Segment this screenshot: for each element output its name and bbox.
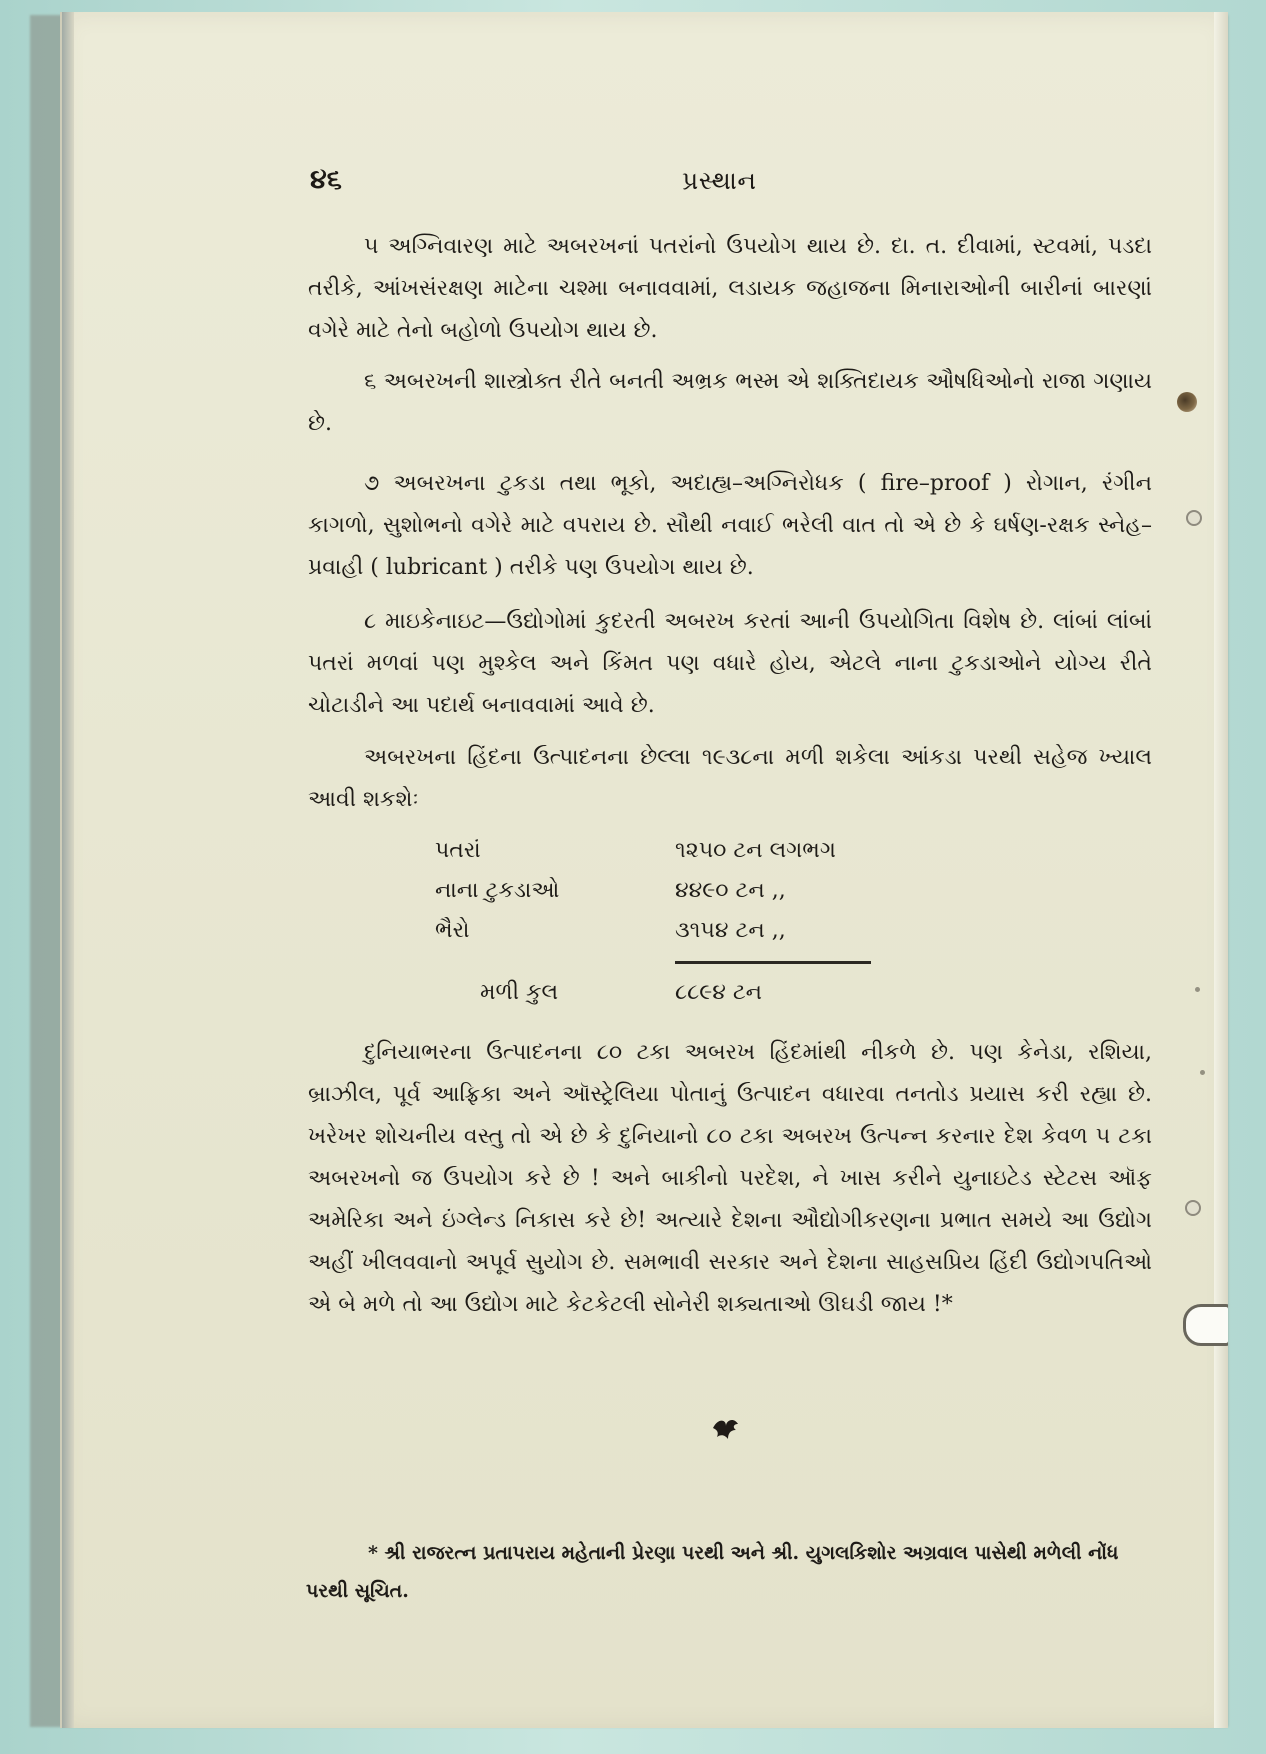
sum-rule	[675, 961, 871, 964]
production-table	[435, 838, 885, 1014]
ink-speck-2	[1200, 1070, 1205, 1075]
binding-strip	[62, 12, 74, 1728]
row-label: નાના ટુકડાઓ	[435, 878, 560, 903]
binder-clip	[1183, 1304, 1228, 1346]
ink-speck-1	[1195, 987, 1200, 992]
closing-paragraph: દુનિયાભરના ઉત્પાદનના ૮૦ ટકા અબરખ હિંદમાંથી નીકળે છે. પણ કેનેડા, રશિયા, બ્રાઝીલ, પૂર્વ આફ્રિકા અને ઑસ્ટ્રેલિયા પોતાનું ઉત્પાદન વધારવા તનતોડ પ્રયાસ કરી રહ્યા છે. ખરેખર શોચનીય વસ્તુ તો એ છે કે દુનિયાનો ૮૦ ટકા અબરખ ઉત્પન્ન કરનાર દેશ કેવળ ૫ ટકા અબરખનો જ ઉપયોગ કરે છે ! અને બાકીનો પરદેશ, ને ખાસ કરીને યુનાઇટેડ સ્ટેટસ ઑફ અમેરિકા અને ઇંગ્લેન્ડ નિકાસ કરે છે! અત્યારે દેશના ઔદ્યોગીકરણના પ્રભાત સમયે આ ઉદ્યોગ અહીં ખીલવવાનો અપૂર્વ સુયોગ છે. સમભાવી સરકાર અને દેશના સાહસપ્રિય હિંદી ઉદ્યોગપતિઓ એ બે મળે તો આ ઉદ્યોગ માટે કેટકેટલી સોનેરી શક્યતાઓ ઊઘડી જાય !*	[308, 1040, 1152, 1317]
row-label: ભૈરો	[435, 918, 470, 943]
total-label: મળી કુલ	[480, 980, 559, 1005]
table-row	[435, 878, 885, 912]
row-value: ૩૧૫૪ ટન ,,	[675, 918, 786, 943]
paragraph-6: ૬ અબરખની શાસ્ત્રોક્ત રીતે બનતી અભ્રક ભસ્મ એ શક્તિદાયક ઔષધિઓનો રાજા ગણાય છે.	[308, 369, 1152, 436]
page-title: પ્રસ્થાન	[682, 166, 757, 195]
table-row	[435, 838, 885, 872]
table-row	[435, 918, 885, 952]
row-value: ૪૪૯૦ ટન ,,	[675, 878, 786, 903]
document-page	[60, 12, 1228, 1728]
paragraph-7: ૭ અબરખના ટુકડા તથા ભૂકો, અદાહ્ય–અગ્નિરોધક ( fire–proof ) રોગાન, રંગીન કાગળો, સુશોભનો વગેરે માટે વપરાય છે. સૌથી નવાઈ ભરેલી વાત તો એ છે કે ઘર્ષણ-રક્ષક સ્નેહ–પ્રવાહી ( lubricant ) તરીકે પણ ઉપયોગ થાય છે.	[308, 471, 1152, 580]
production-intro: અબરખના હિંદના ઉત્પાદનના છેલ્લા ૧૯૩૮ના મળી શકેલા આંકડા પરથી સહેજ ખ્યાલ આવી શકશેઃ	[308, 745, 1152, 812]
page-right-edge	[1214, 12, 1228, 1728]
total-value: ૮૮૯૪ ટન	[675, 980, 763, 1005]
paper-hole-1	[1177, 392, 1197, 412]
footnote: * શ્રી રાજરત્ન પ્રતાપરાય મહેતાની પ્રેરણા પરથી અને શ્રી. યુગલકિશોર અગ્રવાલ પાસેથી મળેલી નોંધ પરથી સૂચિત.	[306, 1542, 1119, 1602]
paragraph-5: ૫ અગ્નિવારણ માટે અબરખનાં પતરાંનો ઉપયોગ થાય છે. દા. ત. દીવામાં, સ્ટવમાં, પડદા તરીકે, આંખસંરક્ષણ માટેના ચશ્મા બનાવવામાં, લડાયક જહાજના મિનારાઓની બારીનાં બારણાં વગેરે માટે તેનો બહોળો ઉપયોગ થાય છે.	[308, 234, 1152, 343]
paper-hole-3	[1185, 1200, 1201, 1216]
paragraph-8: ૮ માઇકેનાઇટ—ઉદ્યોગોમાં કુદરતી અબરખ કરતાં આની ઉપયોગિતા વિશેષ છે. લાંબાં લાંબાં પતરાં મળવાં પણ મુશ્કેલ અને કિંમત પણ વધારે હોય, એટલે નાના ટુકડાઓને યોગ્ય રીતે ચોટાડીને આ પદાર્થ બનાવવામાં આવે છે.	[308, 609, 1152, 718]
paper-hole-2	[1186, 510, 1202, 526]
row-label: પતરાં	[435, 838, 481, 863]
ornament-icon	[710, 1416, 742, 1442]
row-value: ૧૨૫૦ ટન લગભગ	[675, 838, 836, 863]
page-number: ૪૬	[310, 164, 342, 195]
